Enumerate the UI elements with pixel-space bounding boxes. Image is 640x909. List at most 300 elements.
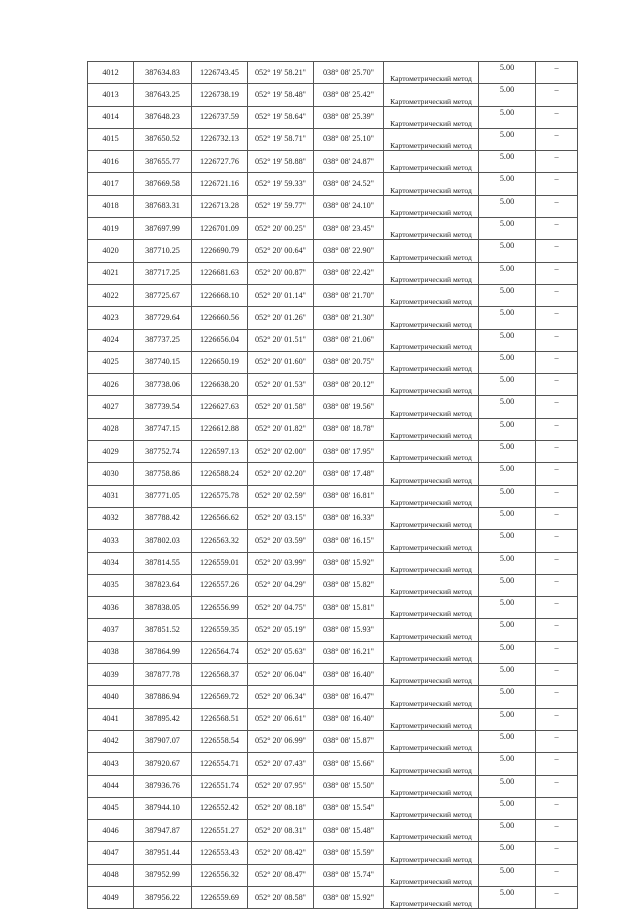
x-coordinate-cell: 387710.25: [134, 240, 192, 262]
accuracy-cell: 5.00: [479, 62, 536, 84]
table-row: [88, 708, 578, 730]
table-row: [88, 463, 578, 485]
accuracy-cell: 5.00: [479, 351, 536, 373]
x-coordinate-cell: 387771.05: [134, 485, 192, 507]
accuracy-cell: 5.00: [479, 686, 536, 708]
note-cell: –: [536, 463, 578, 485]
point-number-cell: 4015: [88, 128, 134, 150]
longitude-cell: 038° 08' 25.70": [314, 62, 384, 84]
latitude-cell: 052° 20' 08.18": [248, 797, 314, 819]
point-number-cell: 4033: [88, 530, 134, 552]
table-row: [88, 262, 578, 284]
latitude-cell: 052° 20' 01.60": [248, 351, 314, 373]
point-number-cell: 4014: [88, 106, 134, 128]
y-coordinate-cell: 1226627.63: [192, 396, 248, 418]
method-cell: Картометрический метод: [384, 418, 479, 440]
table-row: [88, 507, 578, 529]
longitude-cell: 038° 08' 17.48": [314, 463, 384, 485]
accuracy-cell: 5.00: [479, 463, 536, 485]
y-coordinate-cell: 1226556.99: [192, 597, 248, 619]
x-coordinate-cell: 387823.64: [134, 574, 192, 596]
point-number-cell: 4040: [88, 686, 134, 708]
accuracy-cell: 5.00: [479, 374, 536, 396]
longitude-cell: 038° 08' 16.40": [314, 708, 384, 730]
point-number-cell: 4023: [88, 307, 134, 329]
x-coordinate-cell: 387788.42: [134, 507, 192, 529]
x-coordinate-cell: 387951.44: [134, 842, 192, 864]
x-coordinate-cell: 387814.55: [134, 552, 192, 574]
y-coordinate-cell: 1226559.01: [192, 552, 248, 574]
y-coordinate-cell: 1226568.37: [192, 664, 248, 686]
table-row: [88, 686, 578, 708]
x-coordinate-cell: 387738.06: [134, 374, 192, 396]
point-number-cell: 4031: [88, 485, 134, 507]
note-cell: –: [536, 128, 578, 150]
longitude-cell: 038° 08' 16.81": [314, 485, 384, 507]
x-coordinate-cell: 387952.99: [134, 864, 192, 886]
point-number-cell: 4048: [88, 864, 134, 886]
point-number-cell: 4037: [88, 619, 134, 641]
method-cell: Картометрический метод: [384, 106, 479, 128]
method-cell: Картометрический метод: [384, 307, 479, 329]
table-row: [88, 84, 578, 106]
method-cell: Картометрический метод: [384, 128, 479, 150]
method-cell: Картометрический метод: [384, 864, 479, 886]
point-number-cell: 4030: [88, 463, 134, 485]
accuracy-cell: 5.00: [479, 329, 536, 351]
latitude-cell: 052° 20' 05.63": [248, 641, 314, 663]
longitude-cell: 038° 08' 16.47": [314, 686, 384, 708]
y-coordinate-cell: 1226738.19: [192, 84, 248, 106]
accuracy-cell: 5.00: [479, 797, 536, 819]
method-cell: Картометрический метод: [384, 842, 479, 864]
latitude-cell: 052° 19' 58.88": [248, 151, 314, 173]
x-coordinate-cell: 387752.74: [134, 441, 192, 463]
accuracy-cell: 5.00: [479, 597, 536, 619]
x-coordinate-cell: 387920.67: [134, 753, 192, 775]
table-row: [88, 730, 578, 752]
point-number-cell: 4044: [88, 775, 134, 797]
accuracy-cell: 5.00: [479, 441, 536, 463]
table-row: [88, 284, 578, 306]
table-row: [88, 485, 578, 507]
y-coordinate-cell: 1226690.79: [192, 240, 248, 262]
table-row: [88, 62, 578, 84]
x-coordinate-cell: 387725.67: [134, 284, 192, 306]
note-cell: –: [536, 730, 578, 752]
table-row: [88, 552, 578, 574]
longitude-cell: 038° 08' 24.52": [314, 173, 384, 195]
longitude-cell: 038° 08' 24.10": [314, 195, 384, 217]
y-coordinate-cell: 1226701.09: [192, 218, 248, 240]
note-cell: –: [536, 864, 578, 886]
table-row: [88, 864, 578, 886]
latitude-cell: 052° 19' 59.33": [248, 173, 314, 195]
note-cell: –: [536, 62, 578, 84]
point-number-cell: 4026: [88, 374, 134, 396]
latitude-cell: 052° 20' 00.87": [248, 262, 314, 284]
accuracy-cell: 5.00: [479, 284, 536, 306]
x-coordinate-cell: 387747.15: [134, 418, 192, 440]
latitude-cell: 052° 20' 07.95": [248, 775, 314, 797]
point-number-cell: 4038: [88, 641, 134, 663]
note-cell: –: [536, 329, 578, 351]
accuracy-cell: 5.00: [479, 418, 536, 440]
longitude-cell: 038° 08' 15.59": [314, 842, 384, 864]
x-coordinate-cell: 387907.07: [134, 730, 192, 752]
note-cell: –: [536, 641, 578, 663]
longitude-cell: 038° 08' 25.39": [314, 106, 384, 128]
latitude-cell: 052° 20' 08.47": [248, 864, 314, 886]
y-coordinate-cell: 1226638.20: [192, 374, 248, 396]
accuracy-cell: 5.00: [479, 151, 536, 173]
latitude-cell: 052° 20' 01.26": [248, 307, 314, 329]
note-cell: –: [536, 374, 578, 396]
method-cell: Картометрический метод: [384, 686, 479, 708]
point-number-cell: 4020: [88, 240, 134, 262]
table-body: [88, 62, 578, 909]
longitude-cell: 038° 08' 15.93": [314, 619, 384, 641]
method-cell: Картометрический метод: [384, 284, 479, 306]
note-cell: –: [536, 552, 578, 574]
accuracy-cell: 5.00: [479, 574, 536, 596]
table-row: [88, 396, 578, 418]
table-row: [88, 886, 578, 908]
table-row: [88, 753, 578, 775]
note-cell: –: [536, 708, 578, 730]
x-coordinate-cell: 387947.87: [134, 820, 192, 842]
longitude-cell: 038° 08' 15.54": [314, 797, 384, 819]
note-cell: –: [536, 530, 578, 552]
method-cell: Картометрический метод: [384, 396, 479, 418]
y-coordinate-cell: 1226566.62: [192, 507, 248, 529]
latitude-cell: 052° 19' 58.21": [248, 62, 314, 84]
x-coordinate-cell: 387655.77: [134, 151, 192, 173]
latitude-cell: 052° 20' 05.19": [248, 619, 314, 641]
latitude-cell: 052° 20' 08.42": [248, 842, 314, 864]
accuracy-cell: 5.00: [479, 307, 536, 329]
point-number-cell: 4018: [88, 195, 134, 217]
longitude-cell: 038° 08' 17.95": [314, 441, 384, 463]
table-row: [88, 441, 578, 463]
method-cell: Картометрический метод: [384, 374, 479, 396]
x-coordinate-cell: 387838.05: [134, 597, 192, 619]
longitude-cell: 038° 08' 18.78": [314, 418, 384, 440]
table-row: [88, 820, 578, 842]
y-coordinate-cell: 1226559.69: [192, 886, 248, 908]
latitude-cell: 052° 20' 03.99": [248, 552, 314, 574]
longitude-cell: 038° 08' 25.42": [314, 84, 384, 106]
method-cell: Картометрический метод: [384, 708, 479, 730]
accuracy-cell: 5.00: [479, 842, 536, 864]
table-row: [88, 530, 578, 552]
y-coordinate-cell: 1226563.32: [192, 530, 248, 552]
x-coordinate-cell: 387737.25: [134, 329, 192, 351]
method-cell: Картометрический метод: [384, 641, 479, 663]
longitude-cell: 038° 08' 15.87": [314, 730, 384, 752]
point-number-cell: 4019: [88, 218, 134, 240]
table-row: [88, 574, 578, 596]
latitude-cell: 052° 19' 59.77": [248, 195, 314, 217]
x-coordinate-cell: 387956.22: [134, 886, 192, 908]
method-cell: Картометрический метод: [384, 797, 479, 819]
point-number-cell: 4047: [88, 842, 134, 864]
latitude-cell: 052° 20' 00.64": [248, 240, 314, 262]
accuracy-cell: 5.00: [479, 864, 536, 886]
point-number-cell: 4017: [88, 173, 134, 195]
longitude-cell: 038° 08' 15.50": [314, 775, 384, 797]
accuracy-cell: 5.00: [479, 106, 536, 128]
y-coordinate-cell: 1226557.26: [192, 574, 248, 596]
latitude-cell: 052° 19' 58.71": [248, 128, 314, 150]
accuracy-cell: 5.00: [479, 173, 536, 195]
note-cell: –: [536, 597, 578, 619]
longitude-cell: 038° 08' 15.74": [314, 864, 384, 886]
x-coordinate-cell: 387758.86: [134, 463, 192, 485]
accuracy-cell: 5.00: [479, 619, 536, 641]
latitude-cell: 052° 20' 04.29": [248, 574, 314, 596]
note-cell: –: [536, 619, 578, 641]
table-row: [88, 797, 578, 819]
latitude-cell: 052° 20' 07.43": [248, 753, 314, 775]
point-number-cell: 4049: [88, 886, 134, 908]
latitude-cell: 052° 20' 06.34": [248, 686, 314, 708]
latitude-cell: 052° 20' 06.04": [248, 664, 314, 686]
note-cell: –: [536, 820, 578, 842]
latitude-cell: 052° 20' 01.82": [248, 418, 314, 440]
accuracy-cell: 5.00: [479, 240, 536, 262]
y-coordinate-cell: 1226552.42: [192, 797, 248, 819]
note-cell: –: [536, 240, 578, 262]
point-number-cell: 4032: [88, 507, 134, 529]
y-coordinate-cell: 1226556.32: [192, 864, 248, 886]
x-coordinate-cell: 387697.99: [134, 218, 192, 240]
table-row: [88, 218, 578, 240]
y-coordinate-cell: 1226564.74: [192, 641, 248, 663]
longitude-cell: 038° 08' 15.82": [314, 574, 384, 596]
y-coordinate-cell: 1226569.72: [192, 686, 248, 708]
latitude-cell: 052° 20' 08.31": [248, 820, 314, 842]
x-coordinate-cell: 387650.52: [134, 128, 192, 150]
accuracy-cell: 5.00: [479, 485, 536, 507]
latitude-cell: 052° 20' 04.75": [248, 597, 314, 619]
longitude-cell: 038° 08' 15.92": [314, 552, 384, 574]
accuracy-cell: 5.00: [479, 262, 536, 284]
point-number-cell: 4016: [88, 151, 134, 173]
latitude-cell: 052° 20' 08.58": [248, 886, 314, 908]
method-cell: Картометрический метод: [384, 173, 479, 195]
x-coordinate-cell: 387683.31: [134, 195, 192, 217]
accuracy-cell: 5.00: [479, 218, 536, 240]
longitude-cell: 038° 08' 21.30": [314, 307, 384, 329]
note-cell: –: [536, 195, 578, 217]
x-coordinate-cell: 387648.23: [134, 106, 192, 128]
table-row: [88, 842, 578, 864]
y-coordinate-cell: 1226743.45: [192, 62, 248, 84]
method-cell: Картометрический метод: [384, 195, 479, 217]
note-cell: –: [536, 842, 578, 864]
point-number-cell: 4035: [88, 574, 134, 596]
x-coordinate-cell: 387864.99: [134, 641, 192, 663]
method-cell: Картометрический метод: [384, 329, 479, 351]
table-row: [88, 775, 578, 797]
table-row: [88, 173, 578, 195]
table-row: [88, 128, 578, 150]
note-cell: –: [536, 686, 578, 708]
method-cell: Картометрический метод: [384, 552, 479, 574]
method-cell: Картометрический метод: [384, 441, 479, 463]
y-coordinate-cell: 1226551.74: [192, 775, 248, 797]
latitude-cell: 052° 20' 01.14": [248, 284, 314, 306]
note-cell: –: [536, 173, 578, 195]
method-cell: Картометрический метод: [384, 262, 479, 284]
longitude-cell: 038° 08' 20.75": [314, 351, 384, 373]
accuracy-cell: 5.00: [479, 552, 536, 574]
method-cell: Картометрический метод: [384, 151, 479, 173]
point-number-cell: 4027: [88, 396, 134, 418]
longitude-cell: 038° 08' 22.42": [314, 262, 384, 284]
y-coordinate-cell: 1226721.16: [192, 173, 248, 195]
table-row: [88, 664, 578, 686]
accuracy-cell: 5.00: [479, 730, 536, 752]
latitude-cell: 052° 20' 03.15": [248, 507, 314, 529]
note-cell: –: [536, 775, 578, 797]
y-coordinate-cell: 1226732.13: [192, 128, 248, 150]
method-cell: Картометрический метод: [384, 820, 479, 842]
table-row: [88, 151, 578, 173]
y-coordinate-cell: 1226551.27: [192, 820, 248, 842]
accuracy-cell: 5.00: [479, 396, 536, 418]
latitude-cell: 052° 20' 02.00": [248, 441, 314, 463]
longitude-cell: 038° 08' 22.90": [314, 240, 384, 262]
x-coordinate-cell: 387851.52: [134, 619, 192, 641]
latitude-cell: 052° 20' 06.99": [248, 730, 314, 752]
longitude-cell: 038° 08' 21.06": [314, 329, 384, 351]
y-coordinate-cell: 1226713.28: [192, 195, 248, 217]
note-cell: –: [536, 218, 578, 240]
method-cell: Картометрический метод: [384, 240, 479, 262]
table-row: [88, 374, 578, 396]
longitude-cell: 038° 08' 15.66": [314, 753, 384, 775]
y-coordinate-cell: 1226660.56: [192, 307, 248, 329]
y-coordinate-cell: 1226553.43: [192, 842, 248, 864]
longitude-cell: 038° 08' 19.56": [314, 396, 384, 418]
accuracy-cell: 5.00: [479, 641, 536, 663]
table-row: [88, 195, 578, 217]
accuracy-cell: 5.00: [479, 128, 536, 150]
y-coordinate-cell: 1226668.10: [192, 284, 248, 306]
method-cell: Картометрический метод: [384, 886, 479, 908]
latitude-cell: 052° 20' 00.25": [248, 218, 314, 240]
latitude-cell: 052° 20' 06.61": [248, 708, 314, 730]
note-cell: –: [536, 441, 578, 463]
x-coordinate-cell: 387717.25: [134, 262, 192, 284]
coordinates-table: [87, 61, 578, 909]
note-cell: –: [536, 886, 578, 908]
longitude-cell: 038° 08' 15.92": [314, 886, 384, 908]
method-cell: Картометрический метод: [384, 730, 479, 752]
latitude-cell: 052° 20' 01.58": [248, 396, 314, 418]
note-cell: –: [536, 797, 578, 819]
accuracy-cell: 5.00: [479, 664, 536, 686]
point-number-cell: 4012: [88, 62, 134, 84]
note-cell: –: [536, 284, 578, 306]
method-cell: Картометрический метод: [384, 485, 479, 507]
latitude-cell: 052° 20' 02.59": [248, 485, 314, 507]
x-coordinate-cell: 387634.83: [134, 62, 192, 84]
y-coordinate-cell: 1226588.24: [192, 463, 248, 485]
y-coordinate-cell: 1226650.19: [192, 351, 248, 373]
longitude-cell: 038° 08' 24.87": [314, 151, 384, 173]
x-coordinate-cell: 387877.78: [134, 664, 192, 686]
accuracy-cell: 5.00: [479, 195, 536, 217]
point-number-cell: 4042: [88, 730, 134, 752]
y-coordinate-cell: 1226568.51: [192, 708, 248, 730]
method-cell: Картометрический метод: [384, 351, 479, 373]
x-coordinate-cell: 387886.94: [134, 686, 192, 708]
accuracy-cell: 5.00: [479, 507, 536, 529]
longitude-cell: 038° 08' 15.81": [314, 597, 384, 619]
point-number-cell: 4029: [88, 441, 134, 463]
y-coordinate-cell: 1226656.04: [192, 329, 248, 351]
table-row: [88, 351, 578, 373]
longitude-cell: 038° 08' 20.12": [314, 374, 384, 396]
longitude-cell: 038° 08' 16.21": [314, 641, 384, 663]
latitude-cell: 052° 19' 58.48": [248, 84, 314, 106]
y-coordinate-cell: 1226681.63: [192, 262, 248, 284]
latitude-cell: 052° 20' 03.59": [248, 530, 314, 552]
note-cell: –: [536, 485, 578, 507]
y-coordinate-cell: 1226559.35: [192, 619, 248, 641]
point-number-cell: 4025: [88, 351, 134, 373]
note-cell: –: [536, 574, 578, 596]
x-coordinate-cell: 387944.10: [134, 797, 192, 819]
longitude-cell: 038° 08' 25.10": [314, 128, 384, 150]
latitude-cell: 052° 19' 58.64": [248, 106, 314, 128]
point-number-cell: 4034: [88, 552, 134, 574]
accuracy-cell: 5.00: [479, 775, 536, 797]
point-number-cell: 4039: [88, 664, 134, 686]
method-cell: Картометрический метод: [384, 62, 479, 84]
note-cell: –: [536, 262, 578, 284]
note-cell: –: [536, 664, 578, 686]
point-number-cell: 4021: [88, 262, 134, 284]
method-cell: Картометрический метод: [384, 597, 479, 619]
y-coordinate-cell: 1226554.71: [192, 753, 248, 775]
x-coordinate-cell: 387669.58: [134, 173, 192, 195]
accuracy-cell: 5.00: [479, 84, 536, 106]
note-cell: –: [536, 418, 578, 440]
accuracy-cell: 5.00: [479, 820, 536, 842]
y-coordinate-cell: 1226597.13: [192, 441, 248, 463]
method-cell: Картометрический метод: [384, 530, 479, 552]
point-number-cell: 4024: [88, 329, 134, 351]
note-cell: –: [536, 84, 578, 106]
point-number-cell: 4046: [88, 820, 134, 842]
accuracy-cell: 5.00: [479, 886, 536, 908]
table-row: [88, 597, 578, 619]
note-cell: –: [536, 307, 578, 329]
method-cell: Картометрический метод: [384, 619, 479, 641]
method-cell: Картометрический метод: [384, 218, 479, 240]
point-number-cell: 4043: [88, 753, 134, 775]
x-coordinate-cell: 387936.76: [134, 775, 192, 797]
method-cell: Картометрический метод: [384, 775, 479, 797]
longitude-cell: 038° 08' 15.48": [314, 820, 384, 842]
latitude-cell: 052° 20' 01.51": [248, 329, 314, 351]
method-cell: Картометрический метод: [384, 753, 479, 775]
table-row: [88, 418, 578, 440]
